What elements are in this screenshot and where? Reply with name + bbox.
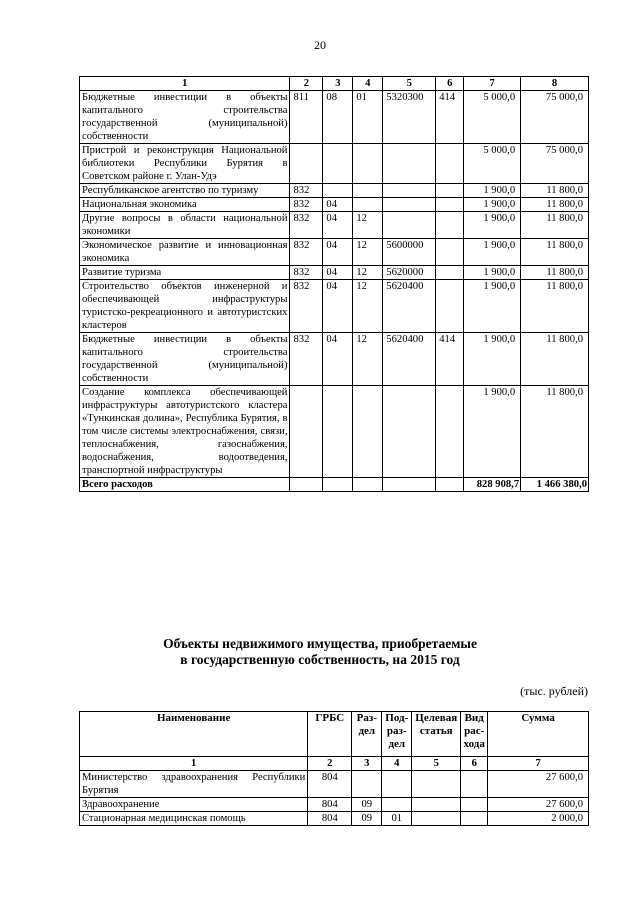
row-code-vr <box>436 198 464 212</box>
row-name: Министерство здравоохранения Республики Бурятия <box>80 771 308 798</box>
row-code-cs <box>383 198 436 212</box>
row-cs <box>412 771 461 798</box>
table-row <box>80 771 589 798</box>
row-code-razdel: 08 <box>323 91 353 144</box>
row-code-razdel: 04 <box>323 333 353 386</box>
row-razdel: 09 <box>352 812 382 826</box>
index-cell: 5 <box>412 757 461 771</box>
row-amount-2: 11 800,0 <box>521 333 589 386</box>
row-amount-1: 1 900,0 <box>464 212 521 239</box>
col-header: 1 <box>80 77 290 91</box>
row-code-vedomstvo: 832 <box>290 239 323 266</box>
row-amount-1: 1 900,0 <box>464 184 521 198</box>
total-label: Всего расходов <box>80 478 290 492</box>
row-sum: 2 000,0 <box>488 812 589 826</box>
row-code-razdel: 04 <box>323 198 353 212</box>
row-code-podrazdel <box>353 184 383 198</box>
col-header-grbs: ГРБС <box>308 712 352 757</box>
row-grbs: 804 <box>308 812 352 826</box>
row-code-cs: 5620400 <box>383 333 436 386</box>
page-number: 20 <box>314 38 326 52</box>
index-cell: 4 <box>382 757 412 771</box>
row-cs <box>412 798 461 812</box>
row-code-vr <box>436 144 464 184</box>
row-code-vr <box>436 184 464 198</box>
row-name: Пристрой и реконструкция Национальной библиотеки Республики Бурятия в Советском районе г. Улан-Удэ <box>80 144 290 184</box>
table-row <box>80 812 589 826</box>
row-code-cs: 5320300 <box>383 91 436 144</box>
row-code-vr <box>436 212 464 239</box>
index-cell: 1 <box>80 757 308 771</box>
row-code-vedomstvo: 832 <box>290 266 323 280</box>
row-podrazdel: 01 <box>382 812 412 826</box>
row-grbs: 804 <box>308 798 352 812</box>
row-amount-2: 11 800,0 <box>521 212 589 239</box>
real-estate-table <box>79 711 589 826</box>
table-row <box>80 266 589 280</box>
table-header-row <box>80 77 589 91</box>
table-row <box>80 212 589 239</box>
table-header-row <box>80 712 589 757</box>
row-podrazdel <box>382 798 412 812</box>
col-header-razdel: Раз-дел <box>352 712 382 757</box>
row-sum: 27 600,0 <box>488 798 589 812</box>
table-row <box>80 144 589 184</box>
index-cell: 7 <box>488 757 589 771</box>
row-code-vr <box>436 386 464 478</box>
row-code-cs <box>383 212 436 239</box>
row-name: Здравоохранение <box>80 798 308 812</box>
row-code-podrazdel: 12 <box>353 212 383 239</box>
section-title-line2: в государственную собственность, на 2015 год <box>180 652 460 667</box>
row-vr <box>461 798 488 812</box>
row-code-razdel <box>323 386 353 478</box>
row-code-vr: 414 <box>436 91 464 144</box>
row-razdel: 09 <box>352 798 382 812</box>
row-razdel <box>352 771 382 798</box>
row-code-razdel <box>323 184 353 198</box>
row-grbs: 804 <box>308 771 352 798</box>
row-amount-1: 1 900,0 <box>464 333 521 386</box>
row-vr <box>461 771 488 798</box>
row-code-cs <box>383 184 436 198</box>
row-podrazdel <box>382 771 412 798</box>
row-name: Стационарная медицинская помощь <box>80 812 308 826</box>
row-code-podrazdel <box>353 198 383 212</box>
index-row <box>80 757 589 771</box>
row-name: Республиканское агентство по туризму <box>80 184 290 198</box>
row-code-cs: 5620400 <box>383 280 436 333</box>
row-name: Развитие туризма <box>80 266 290 280</box>
row-code-podrazdel <box>353 144 383 184</box>
row-code-vedomstvo: 832 <box>290 184 323 198</box>
row-amount-1: 1 900,0 <box>464 266 521 280</box>
col-header-sum: Сумма <box>488 712 589 757</box>
row-code-razdel: 04 <box>323 280 353 333</box>
row-name: Национальная экономика <box>80 198 290 212</box>
row-code-vr <box>436 266 464 280</box>
index-cell: 3 <box>352 757 382 771</box>
row-code-vedomstvo: 832 <box>290 333 323 386</box>
row-code-cs <box>383 144 436 184</box>
row-amount-2: 11 800,0 <box>521 280 589 333</box>
row-code-vedomstvo: 832 <box>290 212 323 239</box>
row-amount-2: 75 000,0 <box>521 91 589 144</box>
index-cell: 2 <box>308 757 352 771</box>
row-amount-1: 1 900,0 <box>464 386 521 478</box>
col-header-podrazdel: Под-раз-дел <box>382 712 412 757</box>
col-header: 2 <box>290 77 323 91</box>
row-amount-2: 11 800,0 <box>521 266 589 280</box>
col-header: 6 <box>436 77 464 91</box>
row-code-podrazdel: 12 <box>353 266 383 280</box>
row-code-vedomstvo: 811 <box>290 91 323 144</box>
row-code-vr <box>436 239 464 266</box>
unit-label: (тыс. рублей) <box>520 684 588 698</box>
row-amount-1: 1 900,0 <box>464 280 521 333</box>
col-header: 4 <box>353 77 383 91</box>
col-header-cs: Целевая статья <box>412 712 461 757</box>
row-code-podrazdel: 12 <box>353 280 383 333</box>
row-code-podrazdel: 01 <box>353 91 383 144</box>
row-code-podrazdel <box>353 386 383 478</box>
row-amount-2: 11 800,0 <box>521 239 589 266</box>
row-name: Экономическое развитие и инновационная экономика <box>80 239 290 266</box>
row-amount-1: 5 000,0 <box>464 91 521 144</box>
col-header: 3 <box>323 77 353 91</box>
row-cs <box>412 812 461 826</box>
table-row <box>80 184 589 198</box>
row-code-podrazdel: 12 <box>353 239 383 266</box>
row-amount-2: 11 800,0 <box>521 386 589 478</box>
index-cell: 6 <box>461 757 488 771</box>
table-row <box>80 280 589 333</box>
table-row <box>80 333 589 386</box>
row-code-razdel: 04 <box>323 239 353 266</box>
row-code-vedomstvo <box>290 144 323 184</box>
row-code-vr: 414 <box>436 333 464 386</box>
row-amount-1: 1 900,0 <box>464 239 521 266</box>
row-code-razdel <box>323 144 353 184</box>
table-row <box>80 91 589 144</box>
row-code-vedomstvo: 832 <box>290 198 323 212</box>
row-amount-1: 1 900,0 <box>464 198 521 212</box>
row-code-vedomstvo: 832 <box>290 280 323 333</box>
table-row <box>80 239 589 266</box>
row-vr <box>461 812 488 826</box>
row-amount-2: 75 000,0 <box>521 144 589 184</box>
section-title-line1: Объекты недвижимого имущества, приобретаемые <box>163 636 477 651</box>
row-code-razdel: 04 <box>323 266 353 280</box>
row-name: Строительство объектов инженерной и обеспечивающей инфраструктуры туристско-рекреационного и автотуристских кластеров <box>80 280 290 333</box>
col-header-name: Наименование <box>80 712 308 757</box>
row-name: Другие вопросы в области национальной экономики <box>80 212 290 239</box>
table-row <box>80 198 589 212</box>
col-header-vr: Вид рас-хода <box>461 712 488 757</box>
row-name: Бюджетные инвестиции в объекты капитального строительства государственной (муниципальной) собственности <box>80 91 290 144</box>
expenses-table <box>79 76 589 492</box>
table-row <box>80 386 589 478</box>
row-code-podrazdel: 12 <box>353 333 383 386</box>
col-header: 5 <box>383 77 436 91</box>
total-2014: 828 908,7 <box>464 478 521 492</box>
row-name: Создание комплекса обеспечивающей инфраструктуры автотуристского кластера «Тункинская долина», Республика Бурятия, в том числе системы электроснабжения, связи, теплоснабжения, газоснабжения, водоснабжения, водоотведения, транспортной инфраструктуры <box>80 386 290 478</box>
row-name: Бюджетные инвестиции в объекты капитального строительства государственной (муниципальной) собственности <box>80 333 290 386</box>
row-sum: 27 600,0 <box>488 771 589 798</box>
row-code-razdel: 04 <box>323 212 353 239</box>
total-2015: 1 466 380,0 <box>521 478 589 492</box>
row-amount-2: 11 800,0 <box>521 184 589 198</box>
row-code-cs: 5600000 <box>383 239 436 266</box>
row-code-vr <box>436 280 464 333</box>
row-code-cs <box>383 386 436 478</box>
row-amount-2: 11 800,0 <box>521 198 589 212</box>
row-code-cs: 5620000 <box>383 266 436 280</box>
col-header: 8 <box>521 77 589 91</box>
col-header: 7 <box>464 77 521 91</box>
row-amount-1: 5 000,0 <box>464 144 521 184</box>
table-row <box>80 798 589 812</box>
row-code-vedomstvo <box>290 386 323 478</box>
total-row <box>80 478 589 492</box>
